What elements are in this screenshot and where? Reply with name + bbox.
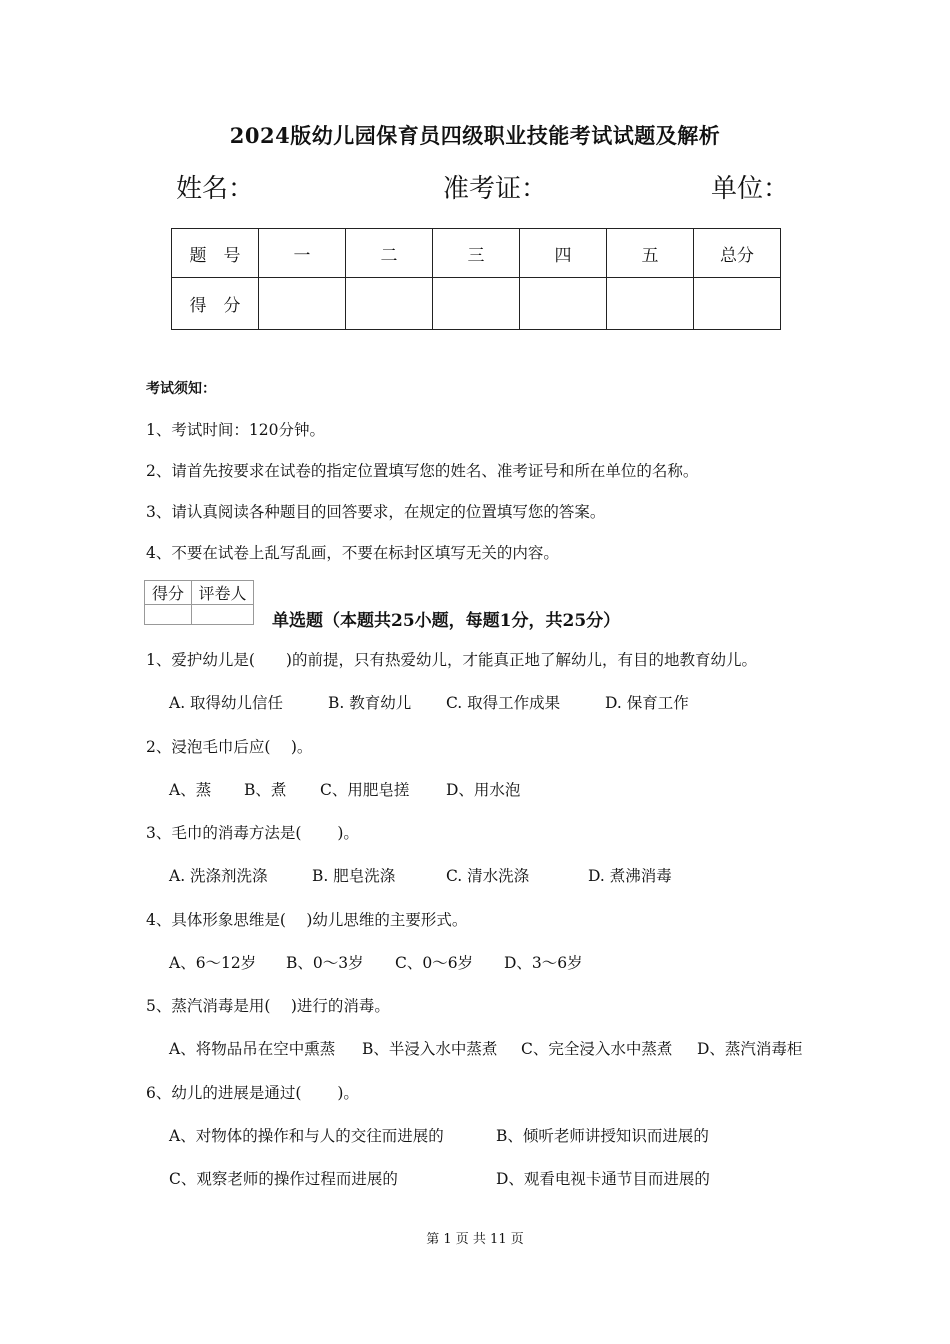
question-stem: 3、毛巾的消毒方法是( )。: [146, 824, 359, 842]
question-option: D. 煮沸消毒: [588, 867, 672, 885]
question-option: C、0～6岁: [395, 954, 474, 972]
notice-item: 4、不要在试卷上乱写乱画，不要在标封区填写无关的内容。: [146, 544, 559, 562]
unit-label: 单位：: [711, 174, 790, 204]
question-option: A、对物体的操作和与人的交往而进展的: [169, 1127, 444, 1145]
notice-item: 1、考试时间：120分钟。: [146, 421, 325, 439]
question-option: D、观看电视卡通节目而进展的: [496, 1170, 710, 1188]
grader-score-cell[interactable]: [145, 605, 192, 625]
page-footer: 第 1 页 共 11 页: [426, 1232, 524, 1247]
score-cell[interactable]: [346, 278, 433, 330]
question-option: C. 清水洗涤: [446, 867, 530, 885]
grader-box: [144, 580, 254, 625]
question-option: D、用水泡: [446, 781, 521, 799]
score-table-header-cell: 总分: [694, 229, 781, 278]
question-stem: 1、爱护幼儿是( )的前提，只有热爱幼儿，才能真正地了解幼儿，有目的地教育幼儿。: [146, 651, 757, 669]
question-option: C、完全浸入水中蒸煮: [521, 1040, 673, 1058]
score-cell[interactable]: [433, 278, 520, 330]
score-row-label: 得 分: [172, 278, 259, 330]
score-cell[interactable]: [694, 278, 781, 330]
exam-id-label: 准考证：: [443, 174, 548, 204]
question-option: A. 洗涤剂洗涤: [169, 867, 268, 885]
question-stem: 2、浸泡毛巾后应( )。: [146, 738, 313, 756]
notice-item: 2、请首先按要求在试卷的指定位置填写您的姓名、准考证号和所在单位的名称。: [146, 462, 699, 480]
question-option: B、倾听老师讲授知识而进展的: [496, 1127, 709, 1145]
score-table-header-cell: 四: [520, 229, 607, 278]
section-heading: 单选题（本题共25小题，每题1分，共25分）: [272, 611, 621, 631]
question-option: A、蒸: [169, 781, 212, 799]
notice-item: 3、请认真阅读各种题目的回答要求，在规定的位置填写您的答案。: [146, 503, 606, 521]
question-option: D、3～6岁: [504, 954, 583, 972]
question-stem: 6、幼儿的进展是通过( )。: [146, 1084, 359, 1102]
question-stem: 5、蒸汽消毒是用( )进行的消毒。: [146, 997, 390, 1015]
question-option: C、用肥皂搓: [320, 781, 410, 799]
score-table-header-cell: 题 号: [172, 229, 259, 278]
question-option: A. 取得幼儿信任: [169, 694, 284, 712]
question-option: B、煮: [244, 781, 287, 799]
document-title: 2024版幼儿园保育员四级职业技能考试试题及解析: [229, 123, 721, 148]
grader-name-label: 评卷人: [192, 581, 254, 605]
score-table: [171, 228, 781, 330]
question-stem: 4、具体形象思维是( )幼儿思维的主要形式。: [146, 911, 468, 929]
question-option: D、蒸汽消毒柜: [697, 1040, 803, 1058]
score-table-score-row: [172, 278, 781, 330]
candidate-info-row: [0, 168, 950, 208]
notice-title: 考试须知：: [146, 381, 216, 397]
question-option: C、观察老师的操作过程而进展的: [169, 1170, 398, 1188]
score-table-header-cell: 二: [346, 229, 433, 278]
question-option: A、将物品吊在空中熏蒸: [169, 1040, 336, 1058]
score-cell[interactable]: [520, 278, 607, 330]
question-option: B. 肥皂洗涤: [312, 867, 396, 885]
score-table-header-row: [172, 229, 781, 278]
score-cell[interactable]: [259, 278, 346, 330]
score-table-header-cell: 一: [259, 229, 346, 278]
grader-score-label: 得分: [145, 581, 192, 605]
question-option: B. 教育幼儿: [328, 694, 412, 712]
name-label: 姓名：: [176, 174, 255, 204]
question-option: B、半浸入水中蒸煮: [362, 1040, 498, 1058]
question-option: A、6～12岁: [169, 954, 257, 972]
question-option: C. 取得工作成果: [446, 694, 561, 712]
question-option: D. 保育工作: [605, 694, 689, 712]
score-cell[interactable]: [607, 278, 694, 330]
grader-name-cell[interactable]: [192, 605, 254, 625]
score-table-header-cell: 三: [433, 229, 520, 278]
score-table-header-cell: 五: [607, 229, 694, 278]
question-option: B、0～3岁: [286, 954, 364, 972]
